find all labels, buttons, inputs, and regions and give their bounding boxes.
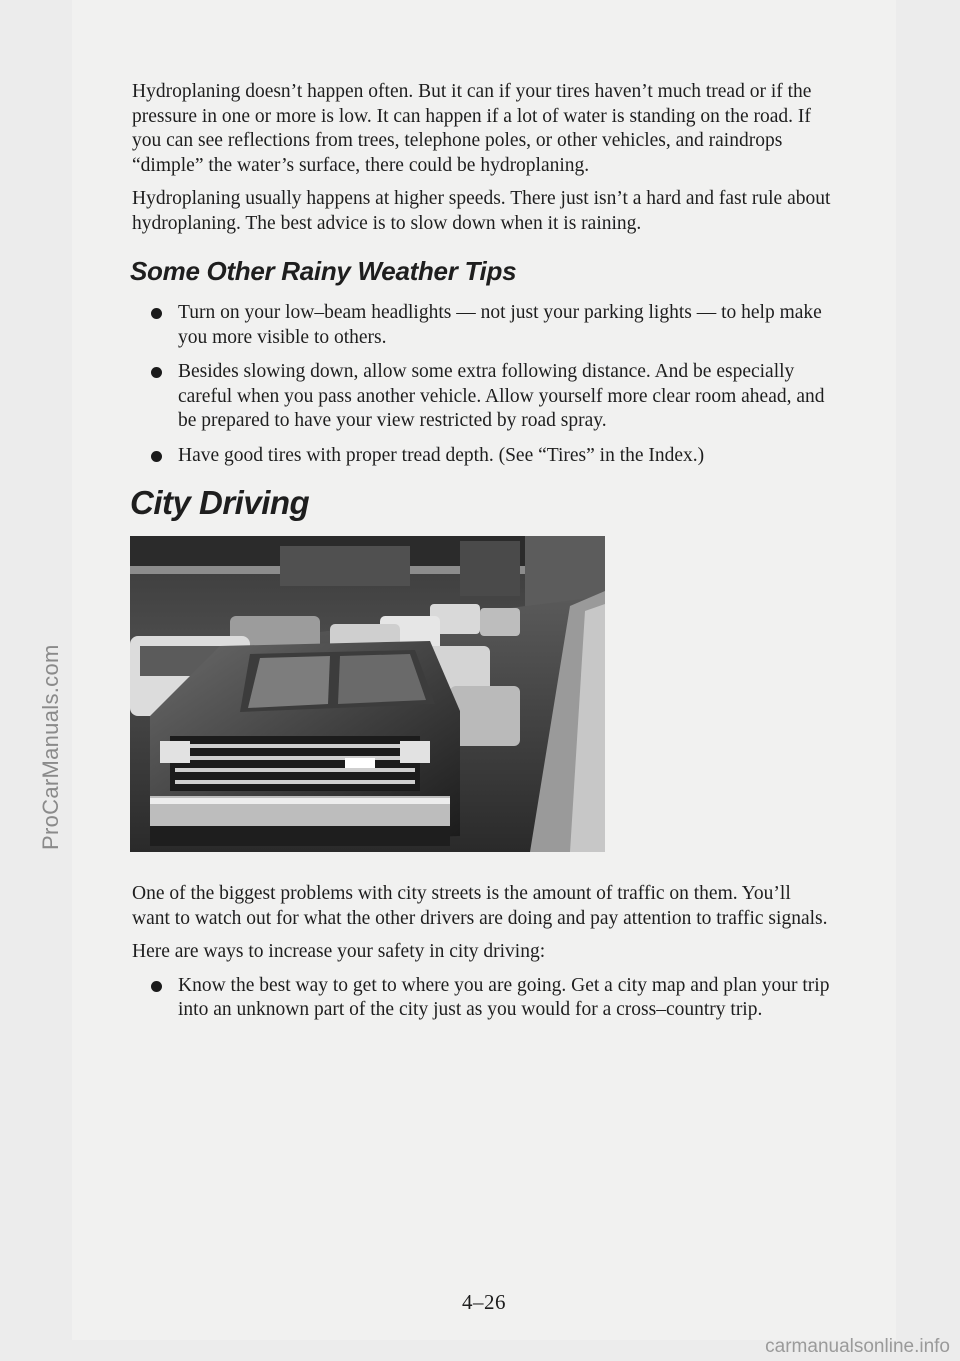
side-watermark: [8, 470, 63, 850]
hydroplaning-paragraph-2: Hydroplaning usually happens at higher speeds. There just isn’t a hard and fast rule about hydroplaning. The best advice is to slow down when it is raining.: [132, 188, 831, 234]
bullet-icon: [151, 451, 162, 462]
side-watermark-text: ProCarManuals.com: [38, 644, 63, 850]
rainy-tips-list: [132, 301, 832, 468]
manual-page: [72, 0, 896, 1340]
city-driving-heading: City Driving: [130, 484, 310, 521]
list-item-text: Besides slowing down, allow some extra following distance. And be especially careful when you pass another vehicle. Allow yourself more clear room ahead, and be prepared to have your view restricted by road spray.: [178, 361, 825, 431]
city-driving-list: [132, 974, 832, 1023]
bullet-icon: [151, 981, 162, 992]
bottom-watermark: carmanualsonline.info: [765, 1336, 950, 1357]
rainy-tips-heading: Some Other Rainy Weather Tips: [130, 256, 517, 286]
list-item: [178, 301, 832, 350]
city-traffic-photo: [130, 536, 605, 852]
hydroplaning-paragraph-1: Hydroplaning doesn’t happen often. But it can if your tires haven’t much tread or if the pressure in one or more is low. It can happen if a lot of water is standing on the road. If you can see reflections from trees, telephone poles, or other vehicles, and raindrops “dimple” the water’s surface, there could be hydroplaning.: [132, 81, 812, 176]
list-item: [178, 974, 832, 1023]
bullet-icon: [151, 308, 162, 319]
list-item-text: Know the best way to get to where you are going. Get a city map and plan your trip into an unknown part of the city just as you would for a cross–country trip.: [178, 974, 830, 1020]
city-driving-paragraph-2: Here are ways to increase your safety in city driving:: [132, 941, 546, 962]
city-driving-paragraph-1: One of the biggest problems with city streets is the amount of traffic on them. You’ll want to watch out for what the other drivers are doing and pay attention to traffic signals.: [132, 883, 828, 929]
list-item: [178, 360, 832, 434]
list-item-text: Turn on your low–beam headlights — not just your parking lights — to help make you more visible to others.: [178, 302, 822, 348]
page-content: [132, 80, 832, 1033]
list-item: [178, 444, 832, 469]
page-number: 4–26: [462, 1290, 506, 1314]
list-item-text: Have good tires with proper tread depth. (See “Tires” in the Index.): [178, 444, 705, 466]
bullet-icon: [151, 367, 162, 378]
